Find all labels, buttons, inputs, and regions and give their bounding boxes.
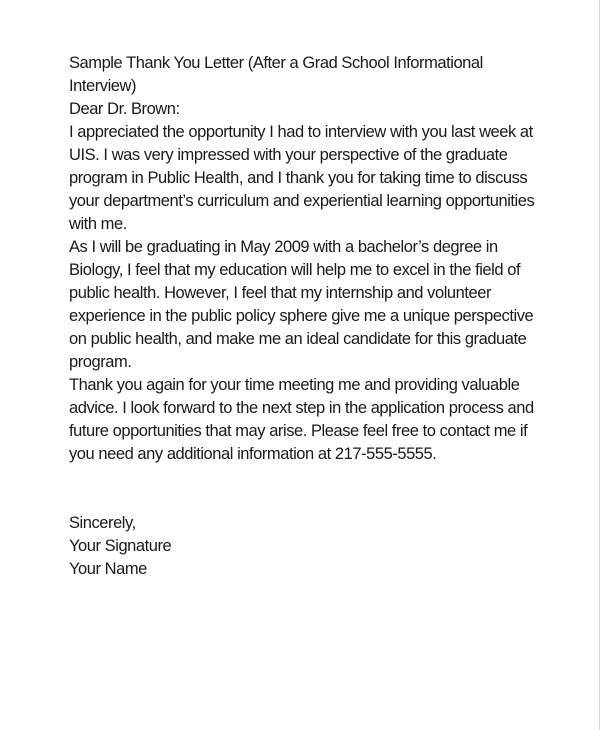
closing: Sincerely, (69, 514, 136, 532)
letter-body (69, 52, 539, 581)
signature-line: Your Signature (69, 537, 172, 555)
paragraph-1: I appreciated the opportunity I had to interview with you last week at UIS. I was very impressed with your perspective of the graduate program in Public Health, and I thank you for taking time to discuss your department’s curriculum and experiential learning opportunities with me. (69, 123, 535, 233)
paragraph-3: Thank you again for your time meeting me and providing valuable advice. I look forward to the next step in the application process and future opportunities that may arise. Please feel free to contact me if you need any additional information at 217-555-5555. (69, 376, 534, 463)
letter-title: Sample Thank You Letter (After a Grad School Informational Interview) (69, 54, 483, 95)
name-line: Your Name (69, 560, 147, 578)
salutation: Dear Dr. Brown: (69, 100, 180, 118)
paragraph-2: As I will be graduating in May 2009 with a bachelor’s degree in Biology, I feel that my education will help me to excel in the field of public health. However, I feel that my internship and volunteer experience in the public policy sphere give me a unique perspective on public health, and make me an ideal candidate for this graduate program. (69, 238, 534, 371)
